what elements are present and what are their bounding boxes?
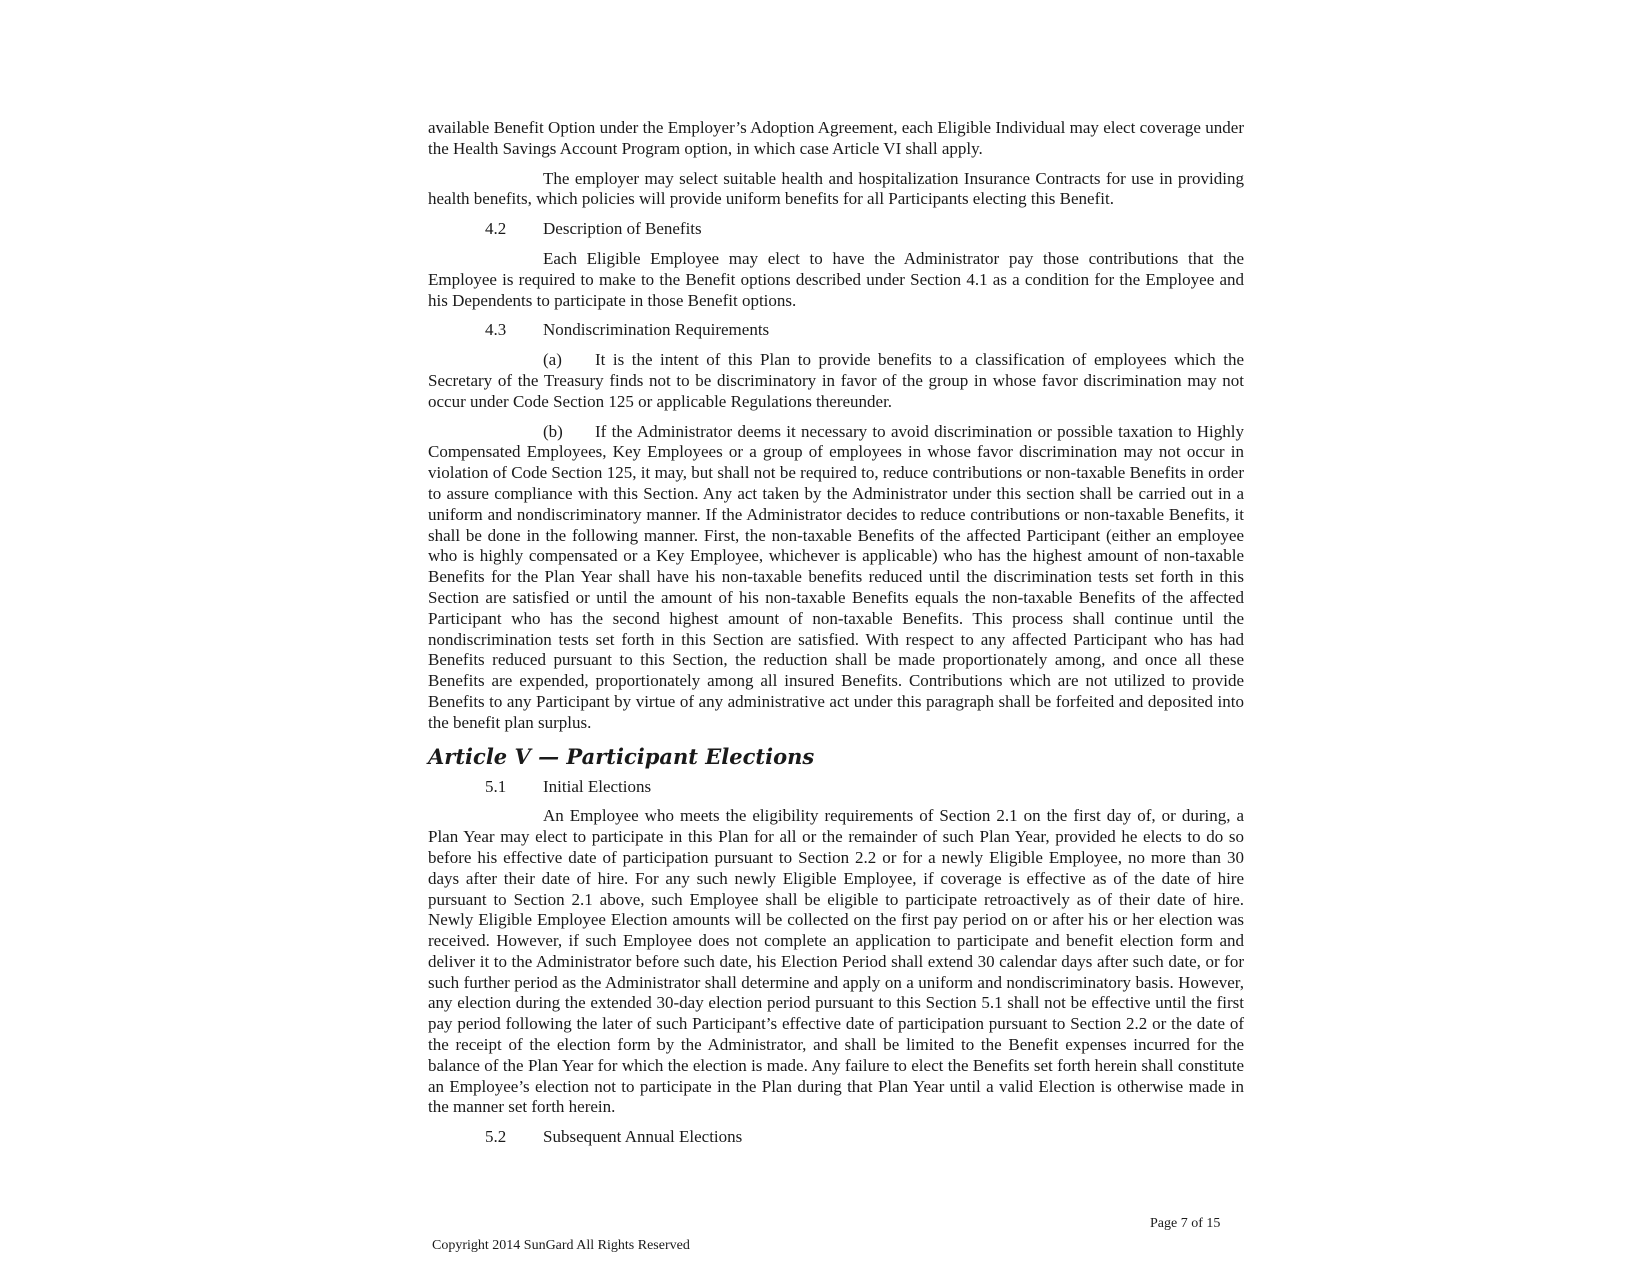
section-number: 4.2 (485, 219, 507, 239)
section-number: 5.2 (485, 1127, 507, 1147)
paragraph: available Benefit Option under the Employer’s Adoption Agreement, each Eligible Individual may elect coverage under the Health Savings Account Program option, in which case Article VI shall apply. (428, 118, 1244, 158)
item-text: If the Administrator deems it necessary to avoid discrimination or possible taxation to Highly Compensated Employees, Key Employees or a group of employees in whose favor discrimination may not occur in violation of Code Section 125, it may, but shall not be required to, reduce contributions or non-taxable Benefits in order to assure compliance with this Section. Any act taken by the Administrator under this section shall be carried out in a uniform and nondiscriminatory manner. If the Administrator decides to reduce contributions or non-taxable Benefits, it shall be done in the following manner. First, the non-taxable Benefits of the affected Participant (either an employee who is highly compensated or a Key Employee, whichever is applicable) who has the highest amount of non-taxable Benefits for the Plan Year shall have his non-taxable benefits reduced until the discrimination tests set forth in this Section are satisfied or until the amount of his non-taxable Benefits equals the non-taxable Benefits of the affected Participant who has the second highest amount of non-taxable Benefits. This process shall continue until the nondiscrimination tests set forth in this Section are satisfied. With respect to any affected Participant who has had Benefits reduced pursuant to this Section, the reduction shall be made proportionately among, and once all these Benefits are expended, proportionately among all insured Benefits. Contributions which are not utilized to provide Benefits to any Participant by virtue of any administrative act under this paragraph shall be forfeited and deposited into the benefit plan surplus. (428, 421, 1244, 732)
section-title: Description of Benefits (543, 219, 702, 239)
section-heading-5-1 (428, 777, 1244, 798)
paragraph-b (428, 422, 1244, 734)
paragraph: An Employee who meets the eligibility requirements of Section 2.1 on the first day of, or during, a Plan Year may elect to participate in this Plan for all or the remainder of such Plan Year, provided he elects to do so before his effective date of participation pursuant to Section 2.2 or for a newly Eligible Employee, no more than 30 days after their date of hire. For any such newly Eligible Employee, if coverage is effective as of the date of hire pursuant to Section 2.1 above, such Employee shall be eligible to participate retroactively as of their date of hire. Newly Eligible Employee Election amounts will be collected on the first pay period on or after his or her election was received. However, if such Employee does not complete an application to participate and benefit election form and deliver it to the Administrator before such date, his Election Period shall extend 30 calendar days after such date, or for such further period as the Administrator shall determine and apply on a uniform and nondiscriminatory basis. However, any election during the extended 30-day election period pursuant to this Section 5.1 shall not be effective until the first pay period following the later of such Participant’s effective date of participation pursuant to Section 2.2 or the date of the receipt of the election form by the Administrator, and shall be limited to the Benefit expenses incurred for the balance of the Plan Year for which the election is made. Any failure to elect the Benefits set forth herein shall constitute an Employee’s election not to participate in the Plan during that Plan Year until a valid Election is otherwise made in the manner set forth herein. (428, 806, 1244, 1117)
section-title: Nondiscrimination Requirements (543, 320, 770, 340)
section-heading-4-3 (428, 320, 1244, 341)
copyright: Copyright 2014 SunGard All Rights Reserved (432, 1238, 690, 1253)
paragraph: The employer may select suitable health and hospitalization Insurance Contracts for use in providing health benefits, which policies will provide uniform benefits for all Participants electing this Benefit. (428, 168, 1244, 209)
document-body (428, 118, 1244, 1157)
section-title: Subsequent Annual Elections (543, 1127, 743, 1147)
section-number: 5.1 (485, 776, 507, 796)
article-heading: Article V — Participant Elections (428, 743, 815, 769)
section-number: 4.3 (485, 320, 507, 340)
page-number: Page 7 of 15 (1150, 1216, 1221, 1231)
paragraph: Each Eligible Employee may elect to have the Administrator pay those contributions that the Employee is required to make to the Benefit options described under Section 4.1 as a condition for the Employee and his Dependents to participate in those Benefit options. (428, 248, 1244, 310)
item-label: (b) (543, 421, 563, 441)
section-title: Initial Elections (543, 776, 652, 796)
section-heading-5-2 (428, 1127, 1244, 1148)
paragraph-a (428, 350, 1244, 412)
section-heading-4-2 (428, 219, 1244, 240)
item-text: It is the intent of this Plan to provide benefits to a classification of employees which the Secretary of the Treasury finds not to be discriminatory in favor of the group in whose favor discrimination may not occur under Code Section 125 or applicable Regulations thereunder. (428, 350, 1244, 411)
item-label: (a) (543, 350, 562, 370)
